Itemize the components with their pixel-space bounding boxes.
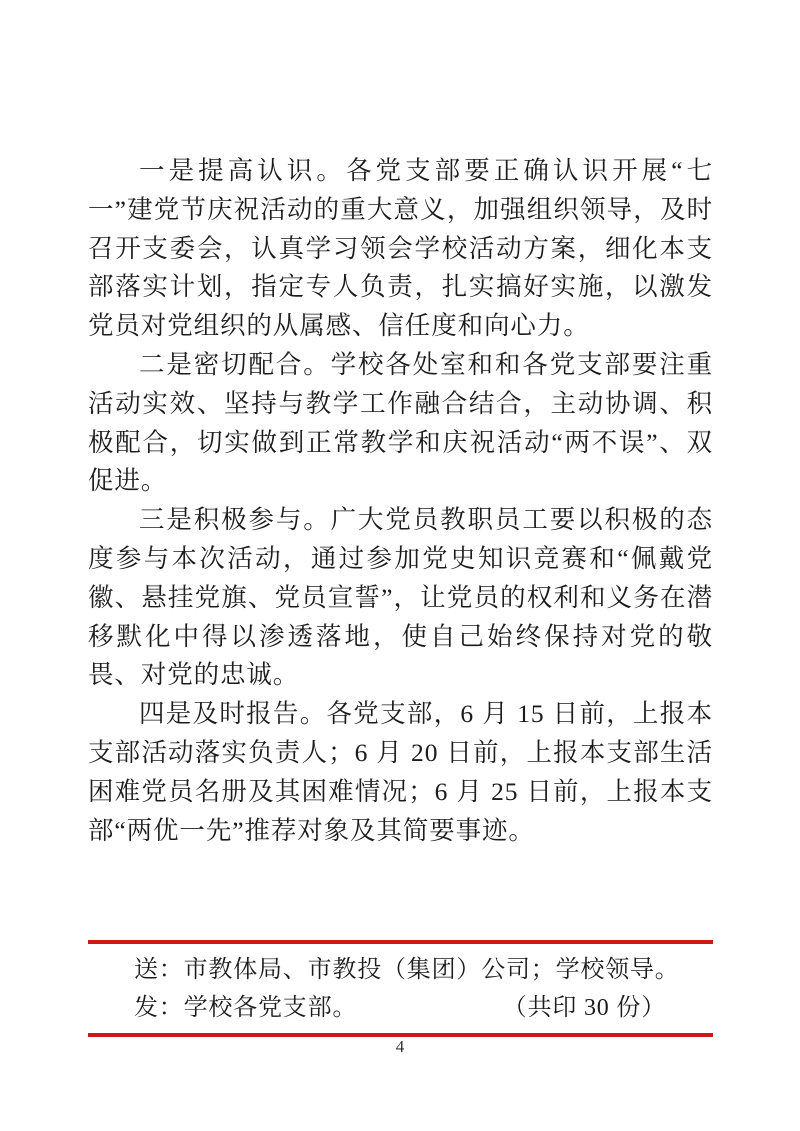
paragraph-1: 一是提高认识。各党支部要正确认识开展“七一”建党节庆祝活动的重大意义，加强组织领导，及时召开支委会，认真学习领会学校活动方案，细化本支部落实计划，指定专人负责，扎实搞好实施，以激发党员对党组织的从属感、信任度和向心力。 — [88, 156, 713, 341]
paragraph-3: 三是积极参与。广大党员教职员工要以积极的态度参与本次活动，通过参加党史知识竞赛和“佩戴党徽、悬挂党旗、党员宣誓”，让党员的权利和义务在潜移默化中得以渗透落地，使自己始终保持对党的敬畏、对党的忠诚。 — [88, 505, 713, 690]
footer-copies-count: （共印 30 份） — [502, 995, 666, 1021]
footer-row-send — [88, 951, 713, 989]
page-number: 4 — [395, 1037, 405, 1056]
footer-send-label: 送：市教体局、市教投（集团）公司；学校领导。 — [134, 957, 680, 983]
document-footer — [88, 940, 713, 1037]
footer-distribution-list — [88, 944, 713, 1033]
paragraph-2: 二是密切配合。学校各处室和和各党支部要注重活动实效、坚持与教学工作融合结合，主动协调、积极配合，切实做到正常教学和庆祝活动“两不误”、双促进。 — [88, 349, 713, 496]
footer-issue-label: 发：学校各党支部。 — [134, 995, 358, 1021]
document-body — [88, 152, 713, 850]
paragraph-4: 四是及时报告。各党支部，6 月 15 日前，上报本支部活动落实负责人；6 月 20 日前，上报本支部生活困难党员名册及其困难情况；6 月 25 日前，上报本支部“两优一先”推荐对象及其简要事迹。 — [88, 699, 713, 845]
footer-row-issue — [88, 989, 713, 1027]
